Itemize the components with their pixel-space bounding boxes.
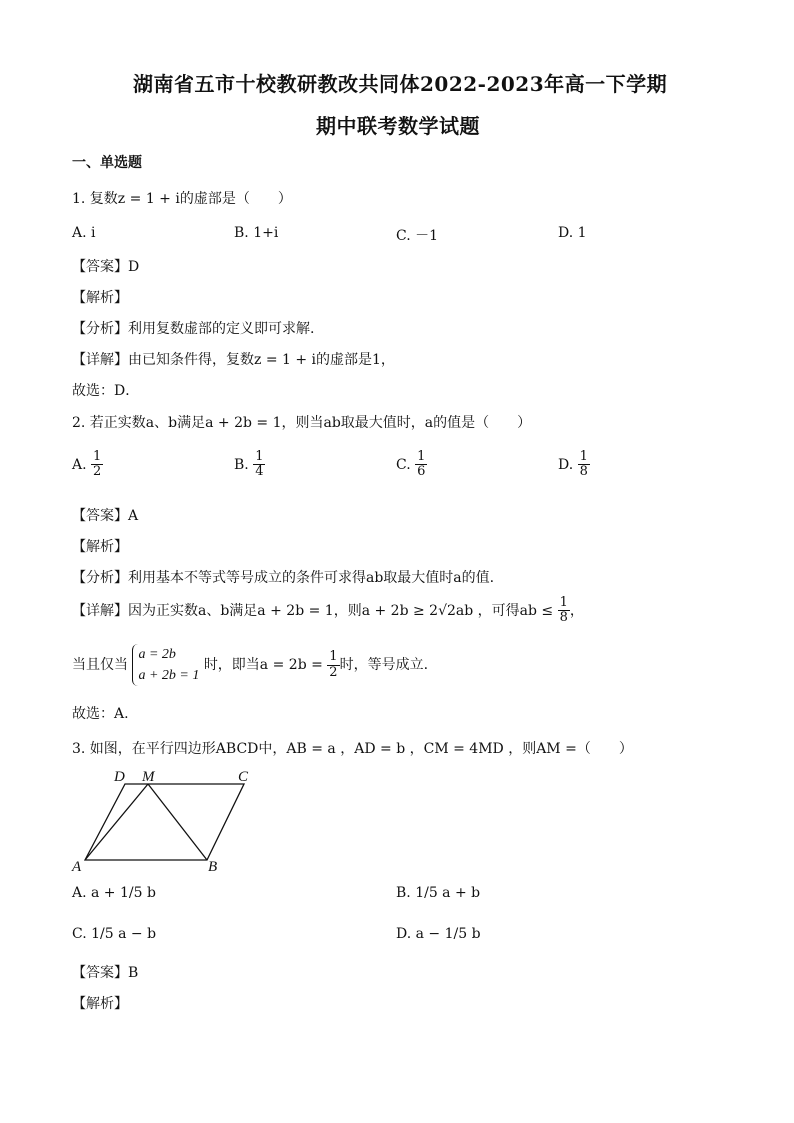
- fraction-denominator: 4: [255, 464, 264, 480]
- q2-option-d-label: D.: [558, 456, 574, 473]
- q2-option-a: [72, 450, 103, 480]
- label-c: C: [238, 769, 249, 785]
- q3-option-d: D. a − 1/5 b: [396, 926, 481, 942]
- q2-xiangjie-text: 【详解】因为正实数a、b满足a + 2b = 1，则a + 2b ≥ 2√2ab ，可得ab ≤: [72, 602, 554, 619]
- fraction-denominator: 2: [93, 464, 102, 480]
- q1-option-d: D. 1: [558, 225, 587, 241]
- q2-option-b: [234, 450, 265, 480]
- parallelogram-abcd: [85, 784, 244, 860]
- fraction-denominator: 8: [559, 610, 568, 626]
- fraction-numerator: 1: [417, 449, 426, 464]
- fraction-denominator: 8: [579, 464, 588, 480]
- label-d: D: [114, 769, 125, 785]
- q2-stem: 2. 若正实数a、b满足a + 2b = 1，则当ab取最大值时，a的值是（ ）: [72, 415, 532, 431]
- q3-option-c: C. 1/5 a − b: [72, 926, 157, 942]
- q2-condition: [72, 644, 428, 686]
- page-title-line2: 期中联考数学试题: [316, 114, 480, 138]
- parallelogram-figure: [70, 766, 260, 876]
- q2-option-a-label: A.: [72, 456, 87, 473]
- q2-option-b-label: B.: [234, 456, 249, 473]
- q2-condition-post: 时，等号成立.: [339, 657, 429, 673]
- q3-option-b: B. 1/5 a + b: [396, 885, 481, 901]
- q1-analysis-head: 【解析】: [72, 290, 128, 306]
- page-title-line1: 湖南省五市十校教研教改共同体2022-2023年高一下学期: [133, 72, 668, 96]
- q2-option-b-fraction: [253, 450, 265, 480]
- q3-analysis-head: 【解析】: [72, 996, 128, 1012]
- q2-option-c-label: C.: [396, 456, 411, 473]
- fraction-denominator: 2: [329, 664, 338, 680]
- label-a: A: [72, 859, 82, 875]
- equation-line-1: a = 2b: [138, 647, 176, 662]
- fraction-denominator: 6: [417, 464, 426, 480]
- equation-system: [132, 644, 199, 686]
- q1-option-c: C. －1: [396, 228, 439, 244]
- q2-option-d-fraction: [578, 450, 590, 480]
- q2-xiangjie-fraction: [558, 596, 570, 626]
- section-heading: 一、单选题: [72, 155, 142, 171]
- segment-am: [85, 784, 148, 860]
- label-b: B: [208, 859, 218, 875]
- q1-choice: 故选：D．: [72, 383, 140, 399]
- q1-answer: 【答案】D: [72, 259, 140, 275]
- fraction-numerator: 1: [579, 449, 588, 464]
- q2-option-c: [396, 450, 427, 480]
- q3-option-a: A. a + 1/5 b: [72, 885, 156, 901]
- q2-condition-mid: 时，即当a = 2b =: [203, 657, 323, 673]
- q2-analysis-head: 【解析】: [72, 539, 128, 555]
- q2-xiangjie-post: ，: [569, 602, 584, 619]
- q1-xiangjie: 【详解】由已知条件得，复数z = 1 + i的虚部是1，: [72, 352, 395, 368]
- fraction-numerator: 1: [93, 449, 102, 464]
- q2-option-c-fraction: [415, 450, 427, 480]
- q2-xiangjie: [72, 596, 584, 626]
- fraction-numerator: 1: [255, 449, 264, 464]
- fraction-numerator: 1: [559, 595, 568, 610]
- q2-answer: 【答案】A: [72, 508, 139, 524]
- q3-answer: 【答案】B: [72, 965, 139, 981]
- segment-mb: [148, 784, 207, 860]
- q2-option-a-fraction: [91, 450, 103, 480]
- fraction-numerator: 1: [329, 649, 338, 665]
- q2-choice: 故选：A.: [72, 706, 129, 722]
- equation-line-2: a + 2b = 1: [138, 668, 200, 683]
- q2-condition-pre: 当且仅当: [72, 657, 128, 673]
- q3-stem: 3. 如图，在平行四边形ABCD中，AB = a ，AD = b ，CM = 4MD ，则AM =（ ）: [72, 741, 633, 757]
- q2-fenxi: 【分析】利用基本不等式等号成立的条件可求得ab取最大值时a的值.: [72, 570, 495, 586]
- q1-option-b: B. 1+i: [234, 225, 279, 241]
- label-m: M: [142, 769, 155, 785]
- q1-stem: 1. 复数z = 1 + i的虚部是（ ）: [72, 191, 292, 207]
- q1-fenxi: 【分析】利用复数虚部的定义即可求解.: [72, 321, 315, 337]
- q2-condition-fraction: [327, 650, 339, 680]
- q1-option-a: A. i: [72, 225, 96, 241]
- q2-option-d: [558, 450, 590, 480]
